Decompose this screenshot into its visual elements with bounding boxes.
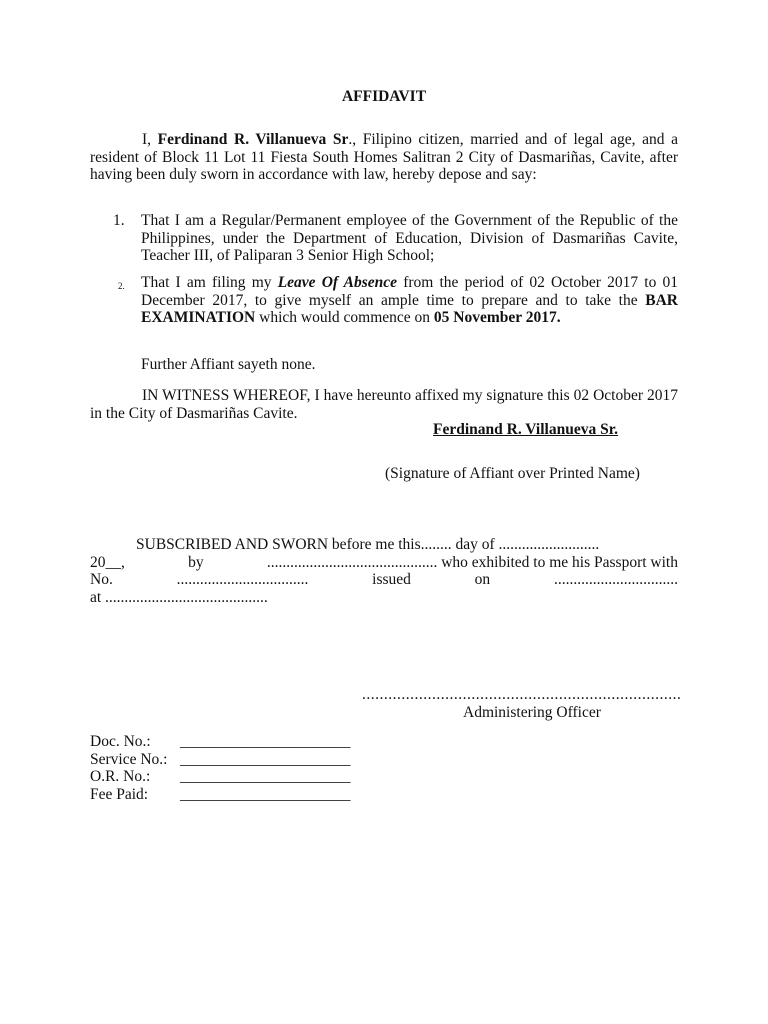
footer-row-service-no: [90, 751, 351, 769]
jurat-line-4: at ..........................................: [90, 588, 268, 606]
jurat-line-3: [90, 571, 678, 589]
item-2-text: [141, 274, 678, 327]
issue-date-blank: ................................: [553, 571, 678, 589]
item-2-number: 2.: [118, 281, 125, 291]
bar-examination-emphasis: BAR EXAMINATION: [141, 291, 678, 327]
footer-label: Fee Paid:: [90, 785, 149, 803]
footer-label: Service No.:: [90, 750, 168, 768]
document-title: AFFIDAVIT: [341, 88, 427, 105]
item-1-number: 1.: [113, 212, 125, 229]
jurat-word: issued: [372, 571, 411, 589]
affiant-name: Ferdinand R. Villanueva Sr: [157, 131, 349, 148]
footer-row-fee-paid: [90, 786, 351, 804]
jurat-line-2: [90, 554, 678, 572]
signature-name: Ferdinand R. Villanueva Sr.: [433, 421, 619, 438]
item-2-period: .: [556, 309, 561, 327]
item-2-part: from the period of 02 October 2017 to 01 December 2017, to give myself an ample time to prepare and to take the: [141, 274, 678, 309]
jurat-word: on: [474, 571, 491, 589]
jurat-year-blank: 20__,: [90, 553, 125, 571]
notarial-register-block: [90, 733, 351, 803]
administering-officer-label: Administering Officer: [463, 704, 601, 721]
intro-post: ., Filipino citizen, married and of legal age, and a resident of Block 11 Lot 11 Fiesta South Homes Salitran 2 City of Dasmariñas, Cavite, after having been duly sworn in accordance with law, hereby depose and say:: [90, 131, 679, 184]
item-1-text: That I am a Regular/Permanent employee of the Government of the Republic of the Philippines, under the Department of Education, Division of Dasmariñas Cavite, Teacher III, of Paliparan 3 Senior High School;: [141, 212, 678, 265]
officer-signature-line: .........................................................................: [362, 686, 682, 703]
leave-of-absence-emphasis: Leave Of Absence: [277, 274, 398, 291]
item-2-part: That I am filing my: [141, 274, 278, 291]
signature-caption: (Signature of Affiant over Printed Name): [385, 465, 640, 482]
item-2-part: which would commence on: [255, 309, 434, 327]
jurat-word: No.: [90, 571, 113, 589]
footer-blank: ______________________: [180, 733, 351, 750]
footer-blank: ______________________: [180, 750, 351, 768]
jurat-word: by: [188, 553, 204, 571]
footer-blank: ______________________: [180, 768, 351, 785]
exam-date-emphasis: 05 November 2017: [433, 309, 557, 327]
intro-pre: I,: [142, 131, 158, 148]
passport-number-blank: ..................................: [176, 571, 309, 589]
witness-paragraph: [90, 387, 678, 422]
footer-row-doc-no: [90, 733, 351, 751]
intro-paragraph: [90, 131, 678, 184]
footer-label: Doc. No.:: [90, 733, 151, 750]
footer-row-or-no: [90, 768, 351, 786]
footer-blank: ______________________: [180, 785, 351, 803]
witness-text: IN WITNESS WHEREOF, I have hereunto affixed my signature this 02 October 2017 in the City of Dasmariñas Cavite.: [90, 387, 678, 422]
footer-label: O.R. No.:: [90, 768, 151, 785]
jurat-text: SUBSCRIBED AND SWORN before me this........ day of ..........................: [136, 536, 600, 553]
jurat-text: ............................................ who exhibited to me his Passport with: [266, 553, 678, 571]
jurat-block: [90, 536, 678, 606]
jurat-line-1: [90, 536, 678, 554]
further-statement: Further Affiant sayeth none.: [141, 356, 316, 373]
